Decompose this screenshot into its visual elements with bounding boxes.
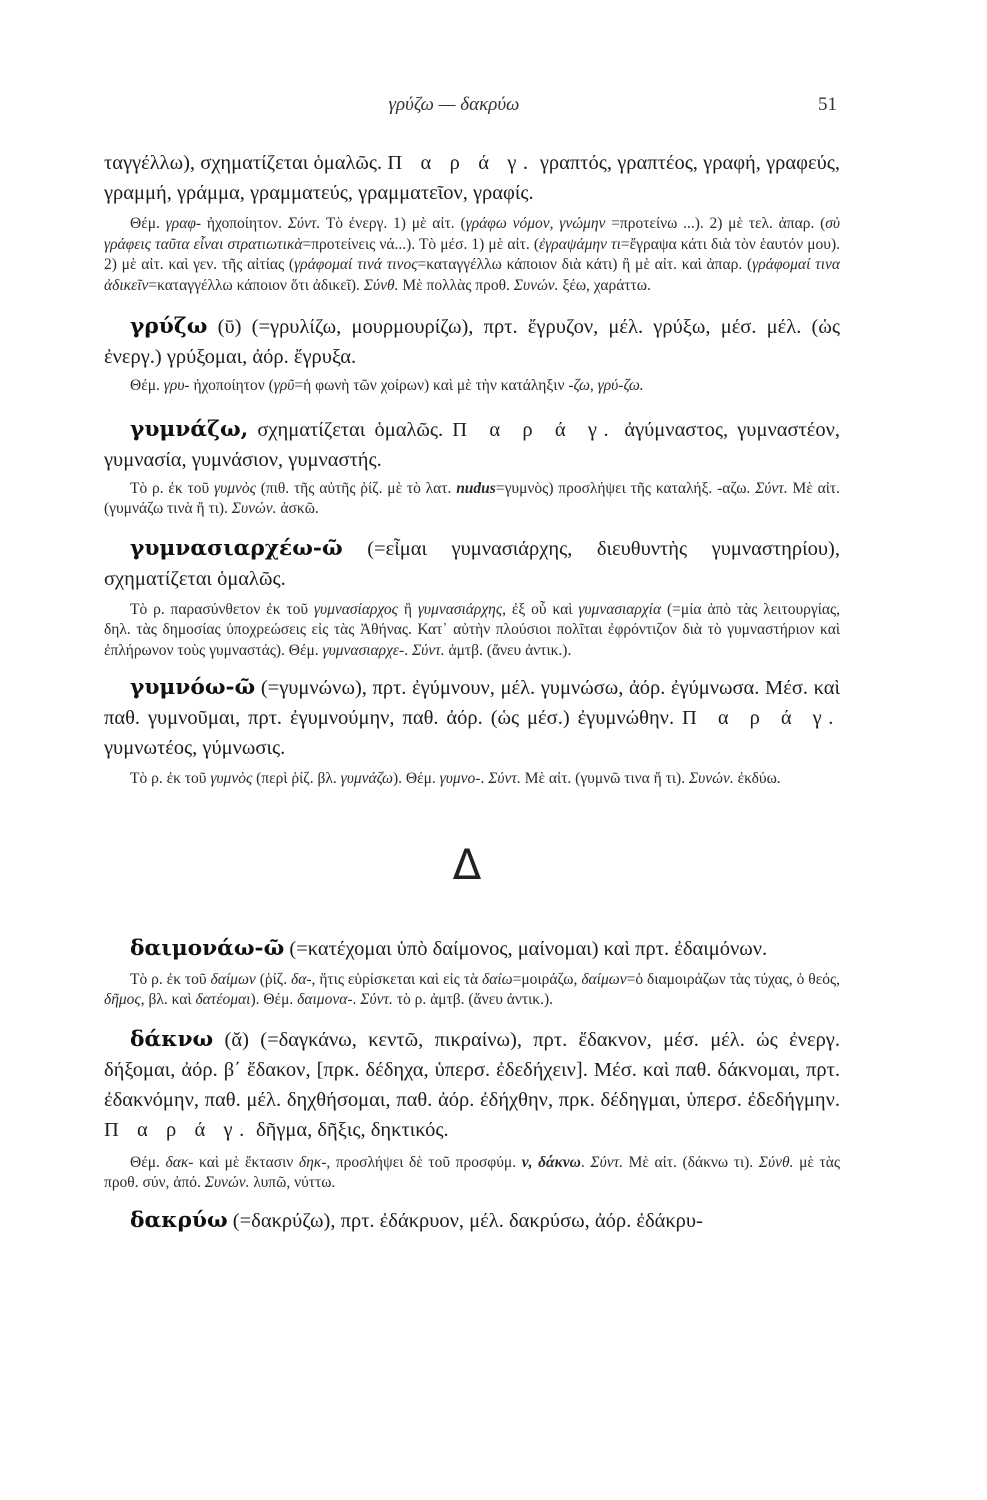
- text-segment: Συνών.: [204, 1174, 250, 1191]
- text-segment: γυμνασιαρχία: [578, 600, 662, 618]
- text-segment: δαίμων: [581, 970, 627, 988]
- text-segment: =προτείνω ...). 2) μὲ τελ. ἀπαρ. (: [605, 215, 826, 232]
- grafo-etym: [104, 214, 840, 296]
- headword: γυμνασιαρχέω-ῶ: [130, 535, 343, 561]
- gryzo-etym: [104, 376, 840, 397]
- text-segment: Π α ρ ά γ.: [452, 418, 616, 441]
- text-segment: (ῥίζ.: [255, 970, 291, 988]
- text-segment: =προτείνεις νά...). Τὸ μέσ. 1) μὲ αἰτ. (: [302, 235, 540, 253]
- text-segment: nudus: [456, 479, 496, 497]
- text-segment: , βλ. καὶ: [140, 991, 196, 1008]
- text-segment: Μὲ αἰτ. (γυμνῶ τινα ἤ τι).: [520, 770, 689, 787]
- gryzo-entry: [104, 312, 840, 372]
- grafo-continuation: [104, 148, 840, 208]
- text-segment: ἀσκῶ.: [276, 500, 319, 517]
- running-head: [0, 94, 987, 124]
- text-segment: σχηματίζεται ὁμαλῶς.: [248, 418, 453, 441]
- text-segment: γυμνασιάρχης: [417, 600, 503, 618]
- text-segment: γυμνωτέος, γύμνωσις.: [104, 737, 286, 759]
- page-number: 51: [818, 94, 837, 115]
- text-segment: -ζω, γρύ-ζω.: [568, 377, 644, 394]
- text-segment: Συνών.: [688, 770, 734, 787]
- text-segment: =ἡ φωνὴ τῶν χοίρων) καὶ μὲ τὴν κατάληξιν: [294, 377, 569, 394]
- text-segment: δα-: [291, 970, 312, 988]
- text-segment: γραπτός, γραπτέος, γραφή, γραφεύς, γραμμή, γράμμα, γραμματεύς, γραμματεῖον, γραφίς.: [104, 152, 840, 204]
- text-segment: ἀγύμναστος, γυμναστέον, γυμνασία, γυμνάσιον, γυμναστής.: [104, 418, 840, 471]
- text-segment: Σύντ.: [590, 1153, 624, 1171]
- headword: δακρύω: [130, 1207, 228, 1233]
- daimonao-etym: [104, 970, 840, 1011]
- text-segment: Τὸ ρ. ἐκ τοῦ: [130, 479, 214, 497]
- text-segment: Μὲ αἰτ. (γυμνάζω τινὰ ἤ τι).: [104, 479, 840, 517]
- text-segment: (ᾰ) (=δαγκάνω, κεντῶ, πικραίνω), πρτ. ἔδακνον, μέσ. μέλ. ὡς ἐνεργ. δήξομαι, ἀόρ. β΄ ἔδακον, [πρκ. δέδηχα, ὑπερσ. ἐδεδήχειν]. Μέσ. καὶ παθ. δάκνομαι, πρτ. ἐδακνόμην, παθ. μέλ. δηχθήσομαι, παθ. ἀόρ. ἐδήχθην, πρκ. δέδηγμαι, ὑπερσ. ἐδεδήγμην.: [104, 1028, 840, 1111]
- text-segment: Π α ρ ά γ.: [387, 152, 535, 174]
- text-segment: Π α ρ ά γ.: [682, 707, 840, 729]
- text-segment: (περὶ ῥίζ. βλ.: [252, 770, 341, 787]
- text-segment: δῆγμα, δῆξις, δηκτικός.: [250, 1118, 449, 1141]
- headword: γρύζω: [130, 314, 208, 339]
- gymnasiarcheo-entry: [104, 534, 840, 594]
- text-segment: (=μία ἀπὸ τὰς λειτουργίας, δηλ. τὰς δημοσίας ὑποχρεώσεις εἰς τὰς Ἀθήνας. Κατ᾽ αὐτὴν πλούσιοι πολῖται ἐφρόντιζον διὰ τὸ γυμναστήριον καὶ ἐπλήρωνον τοὺς γυμναστάς). Θέμ.: [104, 600, 840, 659]
- text-segment: Μὲ πολλὰς προθ.: [398, 276, 514, 294]
- headword: δάκνω: [130, 1026, 214, 1052]
- text-segment: .: [352, 991, 361, 1008]
- dakryo-entry: [104, 1206, 840, 1236]
- text-segment: γράφω νόμον, γνώμην: [465, 215, 606, 232]
- section-letter-heading: Δ: [452, 839, 482, 889]
- text-segment: Τὸ ρ. ἐκ τοῦ: [130, 770, 211, 787]
- dakno-etym: [104, 1153, 840, 1194]
- text-segment: Σύντ.: [488, 770, 521, 787]
- text-segment: Συνών.: [231, 500, 277, 517]
- text-segment: ξέω, χαράττω.: [558, 276, 651, 294]
- text-segment: γυμνάζω: [340, 770, 393, 787]
- text-segment: Θέμ.: [130, 215, 166, 232]
- text-segment: γραφ-: [165, 215, 202, 232]
- text-segment: Π α ρ ά γ.: [104, 1118, 251, 1141]
- text-segment: =γυμνὸς) προσλήψει τῆς καταλήξ. -αζω.: [495, 479, 756, 497]
- text-segment: ἠχοποίητον (: [189, 377, 274, 394]
- dakno-entry: [104, 1025, 840, 1145]
- text-segment: Σύνθ.: [758, 1153, 794, 1171]
- text-segment: γράφομαί τινα ἀδικεῖν: [104, 256, 840, 294]
- text-segment: σὺ γράφεις ταῦτα εἶναι στρατιωτικὰ: [104, 215, 840, 253]
- text-segment: =καταγγέλλω κάποιον ὅτι ἀδικεῖ).: [148, 276, 364, 294]
- text-segment: Σύντ.: [360, 991, 393, 1008]
- text-segment: ἢ: [397, 600, 418, 618]
- text-segment: Συνών.: [513, 276, 559, 294]
- text-segment: Σύντ.: [287, 215, 321, 232]
- gymnoo-etym: [104, 769, 840, 790]
- daimonao-entry: [104, 934, 840, 964]
- text-segment: γυμνο-: [439, 770, 481, 787]
- text-segment: Θέμ.: [130, 1153, 166, 1171]
- text-segment: γυμνὸς: [213, 479, 256, 497]
- text-segment: γρυ-: [163, 377, 190, 394]
- text-segment: Σύντ.: [755, 479, 788, 497]
- headword: δαιμονάω-ῶ: [130, 935, 285, 961]
- text-segment: καὶ μὲ ἔκτασιν: [193, 1153, 299, 1171]
- text-segment: (=δακρύζω), πρτ. ἐδάκρυον, μέλ. δακρύσω, ἀόρ. ἐδάκρυ-: [227, 1209, 703, 1232]
- text-segment: =ὁ διαμοιράζων τὰς τύχας, ὁ θεός,: [626, 970, 840, 988]
- text-segment: Τὸ ρ. παρασύνθετον ἐκ τοῦ: [130, 600, 314, 618]
- text-segment: ἀμτβ. (ἄνευ ἀντικ.).: [444, 641, 572, 659]
- text-segment: δακ-: [165, 1153, 194, 1171]
- headword: γυμνάζω,: [130, 416, 249, 442]
- gymnazo-entry: [104, 415, 840, 475]
- text-segment: .: [404, 641, 412, 659]
- text-segment: γυμνασιαρχε-: [322, 641, 405, 659]
- text-segment: δηκ-: [298, 1153, 327, 1171]
- text-segment: =ἔγραψα κάτι διὰ τὸν ἑαυτόν μου). 2) μὲ αἰτ. καὶ γεν. τῆς αἰτίας (: [104, 235, 840, 273]
- text-segment: Σύνθ.: [363, 276, 399, 294]
- text-segment: =καταγγέλλω κάποιον διὰ κάτι) ἢ μὲ αἰτ. καὶ ἀπαρ. (: [417, 256, 753, 273]
- text-segment: γράφομαί τινά τινος: [294, 256, 418, 273]
- text-segment: μὲ τὰς προθ. σύν, ἀπό.: [104, 1153, 840, 1191]
- text-segment: Θέμ.: [130, 377, 164, 394]
- text-segment: (=γυμνώνω), πρτ. ἐγύμνουν, μέλ. γυμνώσω, ἀόρ. ἐγύμνωσα. Μέσ. καὶ παθ. γυμνοῦμαι, πρτ. ἐγυμνούμην, παθ. ἀόρ. (ὡς μέσ.) ἐγυμνώθην.: [104, 677, 840, 729]
- text-segment: ). Θέμ.: [250, 991, 298, 1008]
- text-segment: .: [580, 1153, 591, 1171]
- text-segment: ἐκδύω.: [733, 770, 781, 787]
- text-segment: λυπῶ, νύττω.: [249, 1174, 336, 1191]
- text-segment: .: [480, 770, 489, 787]
- text-segment: γυμνὸς: [210, 770, 253, 787]
- text-segment: (πιθ. τῆς αὐτῆς ῥίζ. μὲ τὸ λατ.: [255, 479, 457, 497]
- text-segment: =μοιράζω,: [512, 970, 582, 988]
- text-segment: ν, δάκνω: [521, 1153, 581, 1171]
- text-segment: (=εἶμαι γυμνασιάρχης, διευθυντὴς γυμναστηρίου), σχηματίζεται ὁμαλῶς.: [104, 537, 840, 590]
- text-segment: Μὲ αἰτ. (δάκνω τι).: [623, 1153, 759, 1171]
- gymnasiarcheo-etym: [104, 600, 840, 662]
- text-segment: , ἐξ οὗ καὶ: [502, 600, 579, 618]
- text-segment: ). Θέμ.: [392, 770, 440, 787]
- text-segment: ἠχοποίητον.: [201, 215, 288, 232]
- text-segment: ταγγέλλω), σχηματίζεται ὁμαλῶς.: [104, 152, 388, 174]
- text-segment: δαίμων: [210, 970, 256, 988]
- headword: γυμνόω-ῶ: [130, 675, 256, 700]
- text-segment: γρῦ: [273, 377, 295, 394]
- text-segment: Τὸ ρ. ἐκ τοῦ: [130, 970, 211, 988]
- text-segment: , ἥτις εὑρίσκεται καὶ εἰς τὰ: [311, 970, 483, 988]
- text-segment: δαιμονα-: [297, 991, 353, 1008]
- text-segment: Σύντ.: [411, 641, 445, 659]
- text-segment: δαίω: [482, 970, 513, 988]
- text-segment: Τὸ ἐνεργ. 1) μὲ αἰτ. (: [320, 215, 466, 232]
- running-title: γρύζω — δακρύω: [388, 94, 520, 115]
- text-segment: (=κατέχομαι ὑπὸ δαίμονος, μαίνομαι) καὶ πρτ. ἐδαιμόνων.: [284, 937, 768, 960]
- gymnazo-etym: [104, 479, 840, 520]
- text-segment: ἐγραψάμην τι: [539, 235, 621, 253]
- text-segment: (ῡ) (=γρυλίζω, μουρμουρίζω), πρτ. ἔγρυζον, μέλ. γρύξω, μέσ. μέλ. (ὡς ἐνεργ.) γρύξομαι, ἀόρ. ἔγρυξα.: [104, 316, 840, 368]
- text-segment: γυμνασίαρχος: [313, 600, 398, 618]
- text-segment: τὸ ρ. ἀμτβ. (ἄνευ ἀντικ.).: [392, 991, 553, 1008]
- gymnoo-entry: [104, 673, 840, 763]
- dictionary-content: [104, 148, 840, 1236]
- text-segment: , προσλήψει δὲ τοῦ προσφύμ.: [326, 1153, 522, 1171]
- text-segment: δατέομαι: [195, 991, 251, 1008]
- text-segment: δῆμος: [104, 991, 141, 1008]
